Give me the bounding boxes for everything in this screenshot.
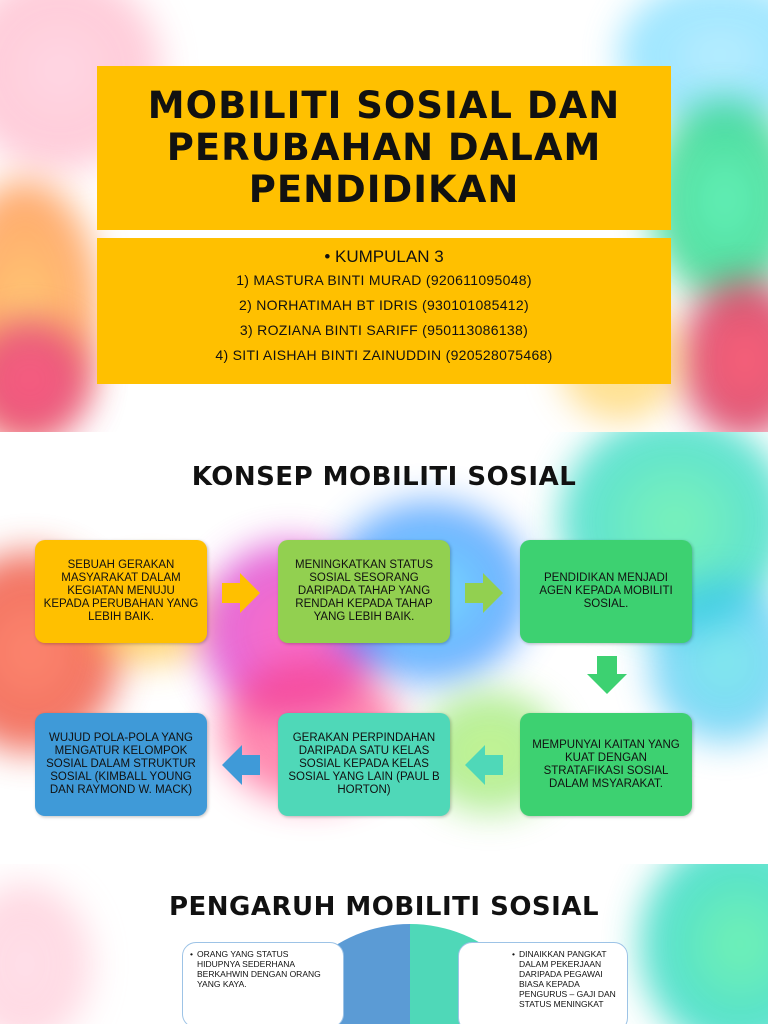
member-item: 4) SITI AISHAH BINTI ZAINUDDIN (920528075468) <box>215 347 553 363</box>
arrow-right-icon <box>222 573 260 613</box>
decor-blob <box>680 280 768 432</box>
concept-slide <box>0 432 768 864</box>
influence-bubble-right <box>458 942 628 1024</box>
concept-box-1: SEBUAH GERAKAN MASYARAKAT DALAM KEGIATAN MENUJU KEPADA PERUBAHAN YANG LEBIH BAIK. <box>35 540 207 643</box>
member-item: 3) ROZIANA BINTI SARIFF (950113086138) <box>239 322 529 338</box>
title-slide <box>0 0 768 432</box>
section-heading: PENGARUH MOBILITI SOSIAL <box>168 892 600 922</box>
section-heading: KONSEP MOBILITI SOSIAL <box>191 462 577 492</box>
page-title: MOBILITI SOSIAL DAN PERUBAHAN DALAM PENDIDIKAN <box>147 84 621 211</box>
pie-decoration <box>0 864 768 1024</box>
arrow-left-icon <box>222 745 260 785</box>
concept-box-6: WUJUD POLA-POLA YANG MENGATUR KELOMPOK SOSIAL DALAM STRUKTUR SOSIAL (KIMBALL YOUNG DAN RAYMOND W. MACK) <box>35 713 207 816</box>
concept-box-3: PENDIDIKAN MENJADI AGEN KEPADA MOBILITI SOSIAL. <box>520 540 692 643</box>
member-item: 2) NORHATIMAH BT IDRIS (930101085412) <box>239 297 529 313</box>
concept-box-4: MEMPUNYAI KAITAN YANG KUAT DENGAN STRATAFIKASI SOSIAL DALAM MSYARAKAT. <box>520 713 692 816</box>
influence-text: DINAIKKAN PANGKAT DALAM PEKERJAAN DARIPADA PEGAWAI BIASA KEPADA PENGURUS – GAJI DAN STATUS MENINGKAT <box>519 949 616 1009</box>
group-members-box <box>97 238 671 384</box>
arrow-down-icon <box>587 656 627 694</box>
influence-bubble-left <box>182 942 344 1024</box>
bullet-icon: • <box>190 949 193 959</box>
arrow-left-icon <box>465 745 503 785</box>
group-label: • KUMPULAN 3 <box>324 247 444 266</box>
arrow-right-icon <box>465 573 503 613</box>
bullet-icon: • <box>512 949 515 959</box>
member-item: 1) MASTURA BINTI MURAD (920611095048) <box>236 272 532 288</box>
concept-box-2: MENINGKATKAN STATUS SOSIAL SESORANG DARIPADA TAHAP YANG RENDAH KEPADA TAHAP YANG LEBIH BAIK. <box>278 540 450 643</box>
influence-slide <box>0 864 768 1024</box>
title-box <box>97 66 671 230</box>
concept-box-5: GERAKAN PERPINDAHAN DARIPADA SATU KELAS SOSIAL KEPADA KELAS SOSIAL YANG LAIN (PAUL B HORTON) <box>278 713 450 816</box>
influence-text: ORANG YANG STATUS HIDUPNYA SEDERHANA BERKAHWIN DENGAN ORANG YANG KAYA. <box>197 949 321 989</box>
